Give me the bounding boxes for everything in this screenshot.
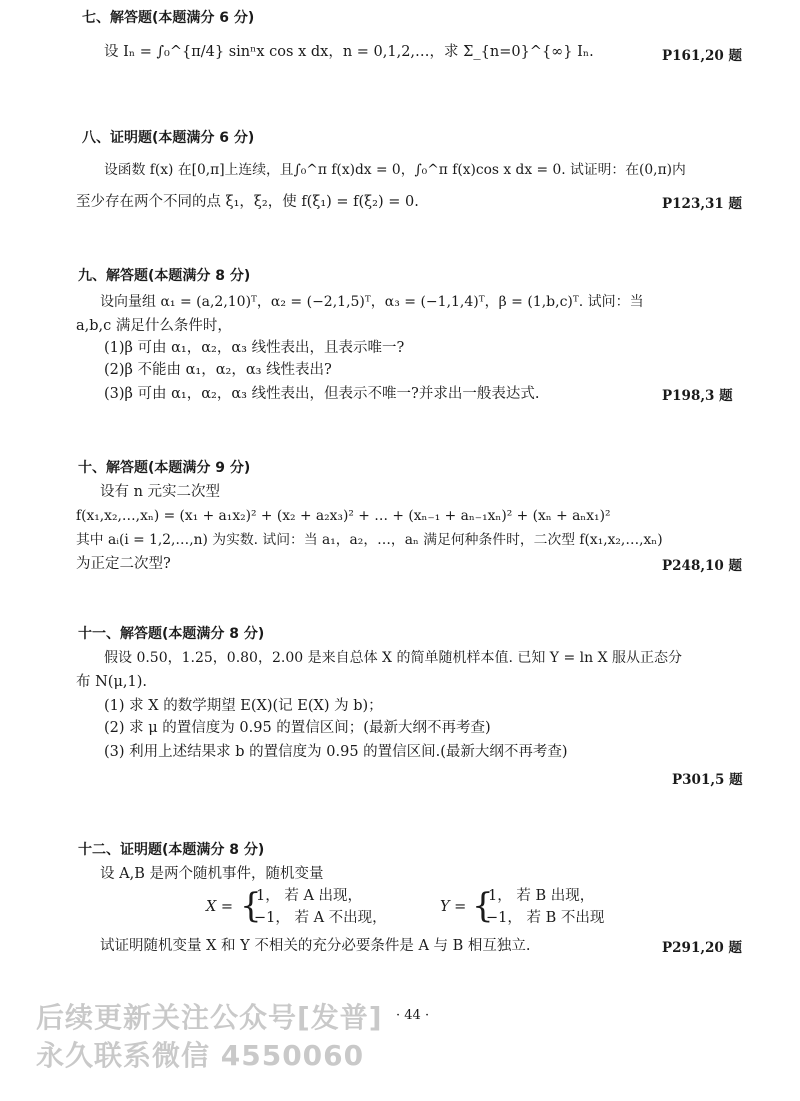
x-definition-lhs: X = [206,899,234,915]
question-text: 试证明随机变量 X 和 Y 不相关的充分必要条件是 A 与 B 相互独立. [100,938,531,954]
question-text: a,b,c 满足什么条件时， [76,318,232,334]
question-text: 设 Iₙ = ∫₀^{π/4} sinⁿx cos x dx，n = 0,1,2,…，求 Σ_{n=0}^{∞} Iₙ. [104,44,594,60]
page-reference: P291,20 题 [662,940,743,956]
question-item: (3)β 可由 α₁，α₂，α₃ 线性表出，但表示不唯一?并求出一般表达式. [104,386,540,402]
question-text: 为正定二次型? [76,556,171,572]
question-item: (2) 求 μ 的置信度为 0.95 的置信区间；(最新大纲不再考查) [104,720,491,736]
watermark-line-2: 永久联系微信 4550060 [36,1039,365,1072]
question-text: 设有 n 元实二次型 [100,484,221,500]
page-reference: P301,5 题 [672,772,743,788]
question-item: (3) 利用上述结果求 b 的置信度为 0.95 的置信区间.(最新大纲不再考查) [104,744,568,760]
question-text: 其中 aᵢ(i = 1,2,…,n) 为实数. 试问：当 a₁，a₂，…，aₙ 满足何种条件时，二次型 f(x₁,x₂,…,xₙ) [76,532,663,548]
page-reference: P161,20 题 [662,48,743,64]
question-text: 假设 0.50，1.25，0.80，2.00 是来自总体 X 的简单随机样本值. 已知 Y = ln X 服从正态分 [104,650,683,666]
x-case-2: −1， 若 A 不出现， [254,910,387,926]
y-case-2: −1， 若 B 不出现 [486,910,605,926]
x-brace: { [240,886,262,926]
question-heading: 十、解答题(本题满分 9 分) [78,460,251,476]
question-heading: 七、解答题(本题满分 6 分) [82,10,255,26]
x-case-1: 1， 若 A 出现， [256,888,363,904]
quadratic-form: f(x₁,x₂,…,xₙ) = (x₁ + a₁x₂)² + (x₂ + a₂x₃)² + … + (xₙ₋₁ + aₙ₋₁xₙ)² + (xₙ + aₙx₁)² [76,508,611,524]
page-number: · 44 · [396,1008,430,1023]
watermark-line-1: 后续更新关注公众号[发普] [36,1001,383,1034]
question-heading: 九、解答题(本题满分 8 分) [78,268,251,284]
page-reference: P123,31 题 [662,196,743,212]
question-text: 设函数 f(x) 在[0,π]上连续，且∫₀^π f(x)dx = 0，∫₀^π f(x)cos x dx = 0. 试证明：在(0,π)内 [104,162,686,178]
y-case-1: 1， 若 B 出现， [488,888,595,904]
y-brace: { [472,886,494,926]
question-text: 设向量组 α₁ = (a,2,10)ᵀ，α₂ = (−2,1,5)ᵀ，α₃ = (−1,1,4)ᵀ，β = (1,b,c)ᵀ. 试问：当 [100,294,644,310]
question-item: (2)β 不能由 α₁，α₂，α₃ 线性表出? [104,362,332,378]
question-text: 设 A,B 是两个随机事件，随机变量 [100,866,324,882]
question-item: (1) 求 X 的数学期望 E(X)(记 E(X) 为 b)； [104,698,383,714]
question-heading: 十一、解答题(本题满分 8 分) [78,626,265,642]
page-reference: P248,10 题 [662,558,743,574]
question-item: (1)β 可由 α₁，α₂，α₃ 线性表出，且表示唯一? [104,340,405,356]
question-text: 布 N(μ,1). [76,674,147,690]
page-reference: P198,3 题 [662,388,733,404]
y-definition-lhs: Y = [440,899,467,915]
question-heading: 八、证明题(本题满分 6 分) [82,130,255,146]
question-heading: 十二、证明题(本题满分 8 分) [78,842,265,858]
question-text: 至少存在两个不同的点 ξ₁，ξ₂，使 f(ξ₁) = f(ξ₂) = 0. [76,194,419,210]
